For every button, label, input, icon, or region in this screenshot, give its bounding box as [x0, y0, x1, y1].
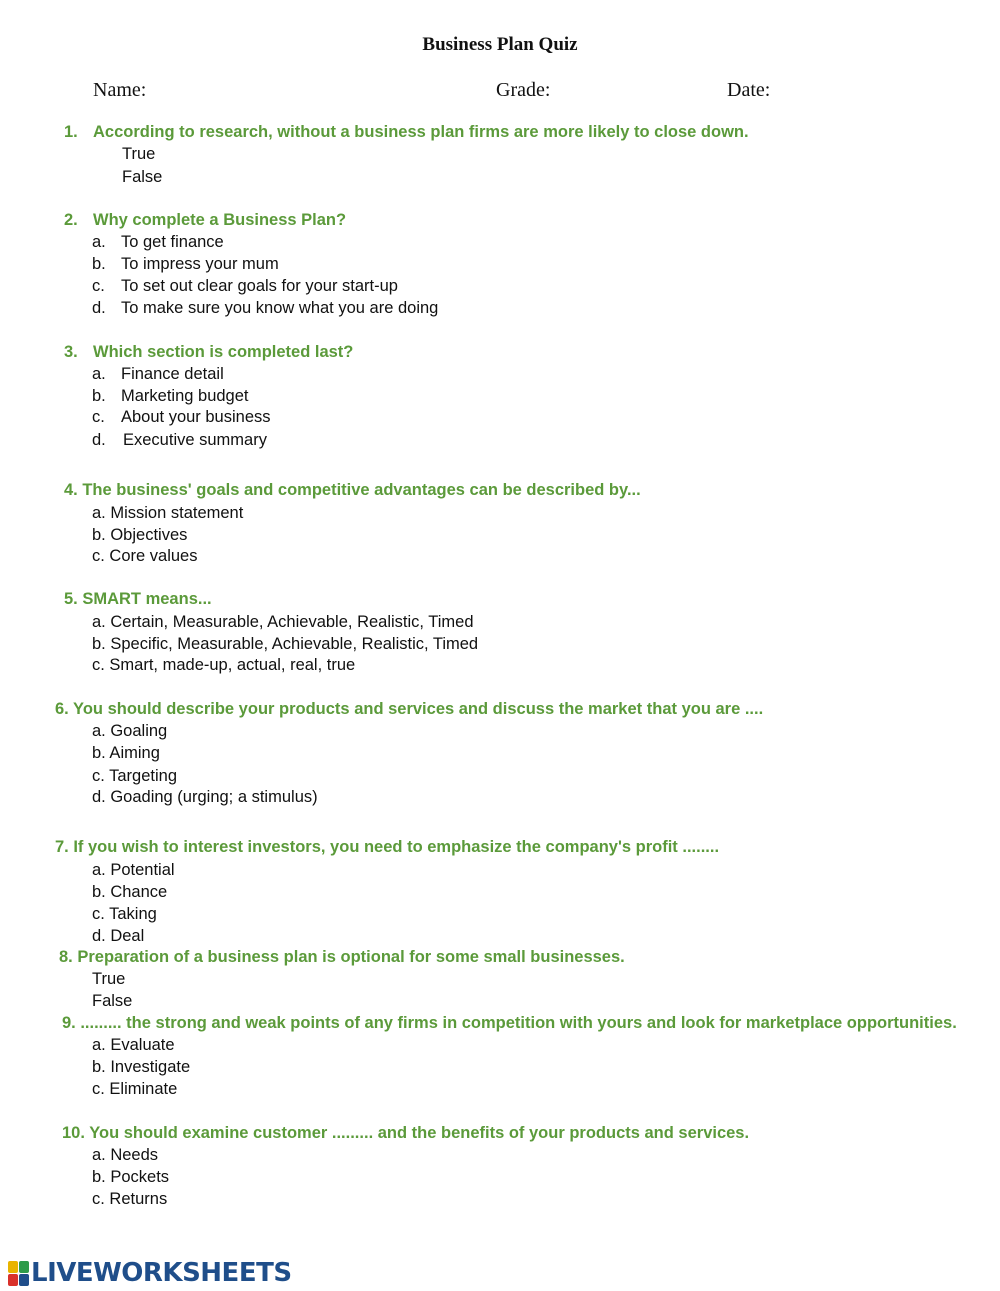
answer-option[interactable]: c. Core values [92, 547, 198, 565]
question-3 [64, 343, 353, 362]
question-2 [64, 211, 346, 230]
question-7: 7. If you wish to interest investors, you need to emphasize the company's profit ........ [55, 838, 720, 856]
answer-option[interactable]: True [122, 145, 156, 163]
logo-mark-icon [8, 1261, 28, 1285]
question-10: 10. You should examine customer ......... and the benefits of your products and services. [62, 1124, 750, 1142]
answer-option[interactable]: c. Eliminate [92, 1080, 178, 1098]
question-6: 6. You should describe your products and services and discuss the market that you are .... [55, 700, 764, 718]
question-9: 9. ......... the strong and weak points of any firms in competition with yours and look for marketplace opportunities. [62, 1014, 957, 1032]
question-text: Why complete a Business Plan? [93, 211, 347, 229]
answer-option[interactable]: b. Chance [92, 883, 168, 901]
answer-option[interactable]: c. Targeting [92, 767, 177, 785]
logo-text: LIVEWORKSHEETS [31, 1258, 292, 1288]
answer-option[interactable]: d. Executive summary [92, 431, 267, 449]
answer-option[interactable]: b. Specific, Measurable, Achievable, Realistic, Timed [92, 635, 479, 653]
answer-option[interactable]: d. Goading (urging; a stimulus) [92, 788, 318, 806]
answer-option[interactable]: False [92, 992, 133, 1010]
page-title: Business Plan Quiz [422, 34, 578, 55]
answer-option[interactable]: True [92, 970, 126, 988]
answer-option[interactable]: b. Investigate [92, 1058, 191, 1076]
answer-option[interactable]: a. Mission statement [92, 504, 244, 522]
answer-option[interactable]: b. Pockets [92, 1168, 170, 1186]
question-text: Which section is completed last? [93, 343, 354, 361]
question-8: 8. Preparation of a business plan is optional for some small businesses. [59, 948, 625, 966]
answer-option[interactable]: b. To impress your mum [92, 255, 279, 273]
answer-option[interactable]: a. To get finance [92, 233, 224, 251]
grade-label: Grade: [496, 79, 551, 101]
date-label: Date: [727, 79, 771, 101]
question-number: 1. [64, 123, 78, 141]
answer-option[interactable]: c. Taking [92, 905, 157, 923]
answer-option[interactable]: d. Deal [92, 927, 145, 945]
question-5: 5. SMART means... [64, 590, 212, 608]
question-number: 3. [64, 343, 78, 361]
answer-option[interactable]: a. Goaling [92, 722, 168, 740]
answer-option[interactable]: b. Marketing budget [92, 387, 249, 405]
answer-option[interactable]: False [122, 168, 163, 186]
answer-option[interactable]: c. To set out clear goals for your start-up [92, 277, 398, 295]
answer-option[interactable]: a. Potential [92, 861, 175, 879]
answer-option[interactable]: a. Certain, Measurable, Achievable, Realistic, Timed [92, 613, 474, 631]
answer-option[interactable]: c. About your business [92, 408, 271, 426]
question-4: 4. The business' goals and competitive advantages can be described by... [64, 481, 641, 499]
answer-option[interactable]: b. Objectives [92, 526, 188, 544]
answer-option[interactable]: c. Smart, made-up, actual, real, true [92, 656, 356, 674]
answer-option[interactable]: a. Finance detail [92, 365, 224, 383]
question-number: 2. [64, 211, 78, 229]
question-1 [64, 123, 749, 142]
question-text: According to research, without a business plan firms are more likely to close down. [93, 123, 749, 141]
answer-option[interactable]: b. Aiming [92, 744, 160, 762]
answer-option[interactable]: c. Returns [92, 1190, 168, 1208]
answer-option[interactable]: a. Evaluate [92, 1036, 175, 1054]
answer-option[interactable]: d. To make sure you know what you are doing [92, 299, 439, 317]
liveworksheets-logo [8, 1258, 292, 1288]
name-label: Name: [93, 79, 147, 101]
answer-option[interactable]: a. Needs [92, 1146, 159, 1164]
